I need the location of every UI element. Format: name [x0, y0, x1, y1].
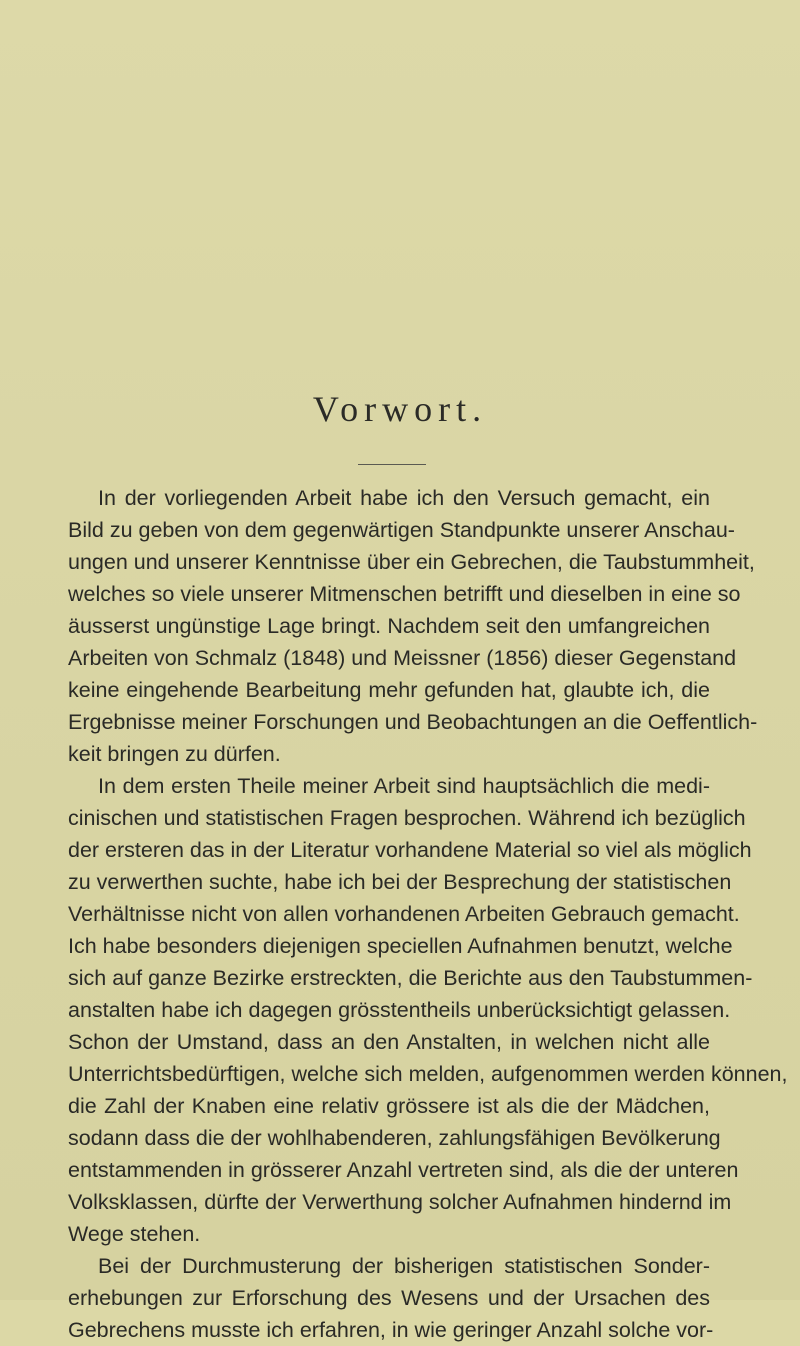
text-line: keine eingehende Bearbeitung mehr gefunden hat, glaubte ich, die — [68, 678, 710, 702]
text-line: In dem ersten Theile meiner Arbeit sind hauptsächlich die medi- — [98, 774, 710, 798]
text-line: zu verwerthen suchte, habe ich bei der Besprechung der statistischen — [68, 870, 732, 894]
text-line: Bei der Durchmusterung der bisherigen statistischen Sonder- — [98, 1254, 710, 1278]
text-line: Schon der Umstand, dass an den Anstalten, in welchen nicht alle — [68, 1030, 710, 1054]
text-line: anstalten habe ich dagegen grösstentheils unberücksichtigt gelassen. — [68, 998, 731, 1022]
text-line: In der vorliegenden Arbeit habe ich den Versuch gemacht, ein — [98, 486, 710, 510]
text-line: keit bringen zu dürfen. — [68, 742, 281, 766]
text-line: Bild zu geben von dem gegenwärtigen Standpunkte unserer Anschau- — [68, 518, 735, 542]
text-line: sodann dass die der wohlhabenderen, zahlungsfähigen Bevölkerung — [68, 1126, 721, 1150]
text-line: Verhältnisse nicht von allen vorhandenen Arbeiten Gebrauch gemacht. — [68, 902, 740, 926]
text-line: Volksklassen, dürfte der Verwerthung solcher Aufnahmen hindernd im — [68, 1190, 732, 1214]
title-divider — [358, 464, 426, 465]
text-line: welches so viele unserer Mitmenschen betrifft und dieselben in eine so — [68, 582, 741, 606]
text-line: cinischen und statistischen Fragen besprochen. Während ich bezüglich — [68, 806, 746, 830]
text-line: äusserst ungünstige Lage bringt. Nachdem seit den umfangreichen — [68, 614, 710, 638]
text-line: Unterrichtsbedürftigen, welche sich melden, aufgenommen werden können, — [68, 1062, 788, 1086]
body-text — [68, 482, 788, 1346]
text-line: erhebungen zur Erforschung des Wesens und der Ursachen des — [68, 1286, 710, 1310]
text-line: sich auf ganze Bezirke erstreckten, die Berichte aus den Taubstummen- — [68, 966, 753, 990]
text-line: die Zahl der Knaben eine relativ grössere ist als die der Mädchen, — [68, 1094, 710, 1118]
text-line: der ersteren das in der Literatur vorhandene Material so viel als möglich — [68, 838, 752, 862]
text-line: ungen und unserer Kenntnisse über ein Gebrechen, die Taubstummheit, — [68, 550, 755, 574]
text-line: Wege stehen. — [68, 1222, 201, 1246]
text-line: entstammenden in grösserer Anzahl vertreten sind, als die der unteren — [68, 1158, 739, 1182]
text-line: Ergebnisse meiner Forschungen und Beobachtungen an die Oeffentlich- — [68, 710, 758, 734]
page-title: Vorwort. — [312, 389, 488, 429]
text-line: Gebrechens musste ich erfahren, in wie geringer Anzahl solche vor- — [68, 1318, 714, 1342]
text-line: Arbeiten von Schmalz (1848) und Meissner (1856) dieser Gegenstand — [68, 646, 737, 670]
text-line: Ich habe besonders diejenigen speciellen Aufnahmen benutzt, welche — [68, 934, 733, 958]
